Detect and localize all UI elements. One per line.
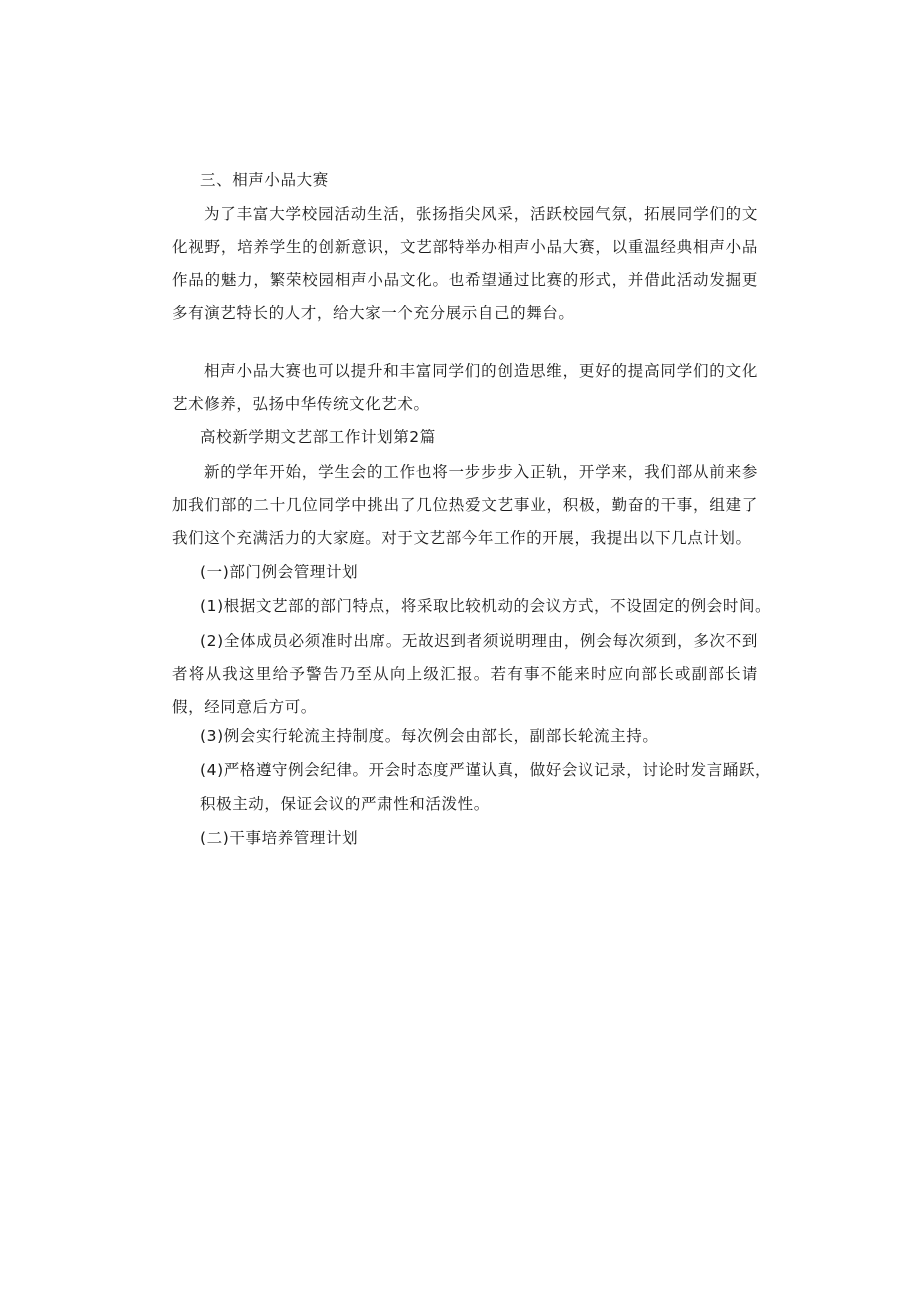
paragraph: 为了丰富大学校园活动生活，张扬指尖风采，活跃校园气氛，拓展同学们的文化视野，培养学生的创新意识，文艺部特举办相声小品大赛，以重温经典相声小品作品的魅力，繁荣校园相声小品文化。也希望通过比赛的形式，并借此活动发掘更多有演艺特长的人才，给大家一个充分展示自己的舞台。 [172, 205, 758, 322]
paragraph: 相声小品大赛也可以提升和丰富同学们的创造思维，更好的提高同学们的文化艺术修养，弘扬中华传统文化艺术。 [172, 362, 758, 413]
subsection-heading: (一)部门例会管理计划 [200, 563, 359, 581]
subsection-heading: (二)干事培养管理计划 [200, 829, 359, 847]
section-heading: 三、相声小品大赛 [200, 171, 329, 189]
list-item: (1)根据文艺部的部门特点，将采取比较机动的会议方式，不设固定的例会时间。 [200, 597, 772, 615]
list-item: (3)例会实行轮流主持制度。每次例会由部长，副部长轮流主持。 [200, 727, 659, 745]
paragraph: 新的学年开始，学生会的工作也将一步步步入正轨，开学来，我们部从前来参加我们部的二十几位同学中挑出了几位热爱文艺事业，积极，勤奋的干事，组建了我们这个充满活力的大家庭。对于文艺部今年工作的开展，我提出以下几点计划。 [172, 463, 758, 547]
list-item: (2)全体成员必须准时出席。无故迟到者须说明理由，例会每次须到，多次不到者将从我这里给予警告乃至从向上级汇报。若有事不能来时应向部长或副部长请假，经同意后方可。 [172, 632, 758, 716]
article-title: 高校新学期文艺部工作计划第2篇 [200, 428, 436, 446]
list-item: (4)严格遵守例会纪律。开会时态度严谨认真，做好会议记录，讨论时发言踊跃， [200, 761, 772, 779]
list-item-continuation: 积极主动，保证会议的严肃性和活泼性。 [200, 795, 490, 813]
